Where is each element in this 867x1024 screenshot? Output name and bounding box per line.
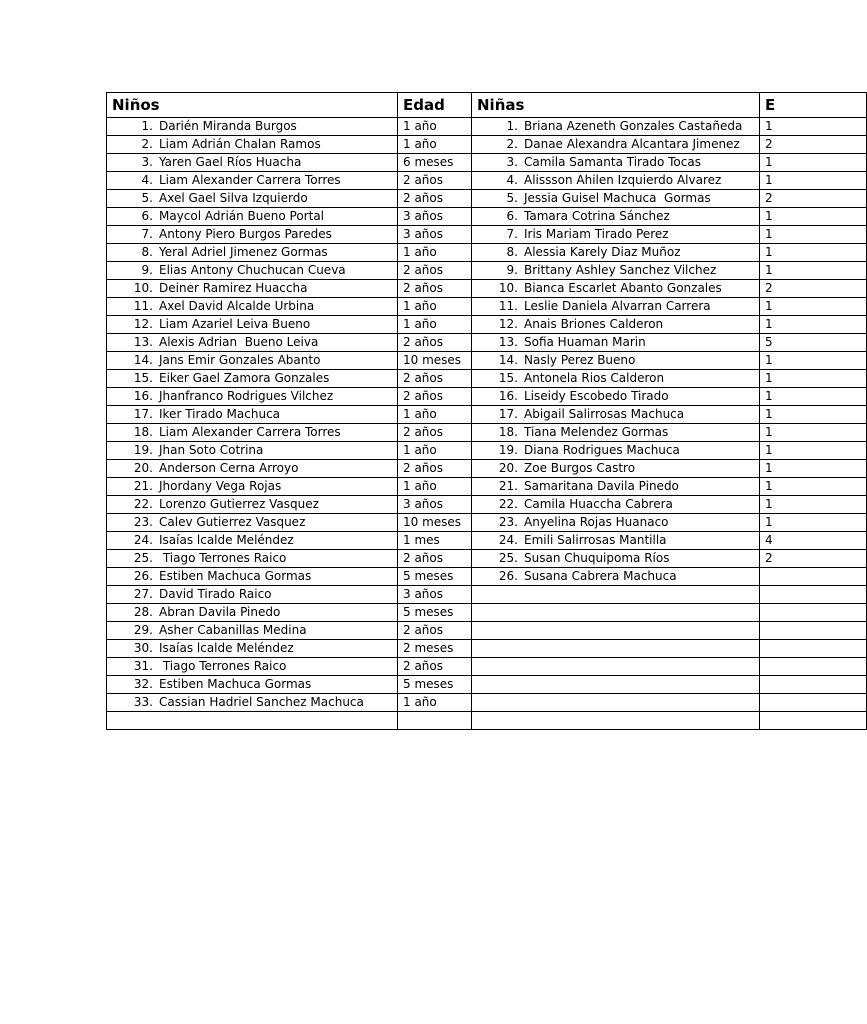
girls-list-number: 22. [498, 497, 518, 511]
girls-list-number: 5. [506, 191, 518, 205]
boys-list-number: 1. [141, 119, 153, 133]
boys-list-number: 29. [133, 623, 153, 637]
boys-name: David Tirado Raico [159, 587, 272, 601]
boys-list-number: 31. [133, 659, 153, 673]
boys-list-number: 25. [133, 551, 153, 565]
table-row [107, 568, 867, 586]
boys-name: Alexis Adrian Bueno Leiva [159, 335, 319, 349]
boys-age-cell: 6 meses [398, 154, 472, 172]
girls-age-cell: 1 [760, 208, 867, 226]
boys-name: Yeral Adriel Jimenez Gormas [159, 245, 328, 259]
boys-age-cell: 1 año [398, 442, 472, 460]
girls-name-cell [472, 190, 760, 208]
girls-age-cell [760, 676, 867, 694]
boys-list-number: 18. [133, 425, 153, 439]
boys-name-cell [107, 154, 398, 172]
boys-list-number: 2. [141, 137, 153, 151]
girls-name: Camila Samanta Tirado Tocas [524, 155, 701, 169]
boys-age-cell: 1 año [398, 298, 472, 316]
girls-name: Nasly Perez Bueno [524, 353, 636, 367]
girls-list-number: 15. [498, 371, 518, 385]
girls-list-number: 3. [506, 155, 518, 169]
table-row [107, 172, 867, 190]
boys-name-cell [107, 208, 398, 226]
boys-list-number: 15. [133, 371, 153, 385]
girls-list-number: 11. [498, 299, 518, 313]
boys-age-cell: 1 mes [398, 532, 472, 550]
girls-age-cell: 1 [760, 424, 867, 442]
boys-age-cell: 1 año [398, 244, 472, 262]
boys-name-cell [107, 442, 398, 460]
table-row [107, 298, 867, 316]
boys-name: Elias Antony Chuchucan Cueva [159, 263, 346, 277]
girls-name-cell [472, 136, 760, 154]
boys-list-number: 21. [133, 479, 153, 493]
boys-name: Estiben Machuca Gormas [159, 569, 312, 583]
girls-list-number: 20. [498, 461, 518, 475]
boys-name: Jans Emir Gonzales Abanto [159, 353, 321, 367]
boys-name: Calev Gutierrez Vasquez [159, 515, 306, 529]
header-row [107, 93, 867, 118]
girls-name: Abigail Salirrosas Machuca [524, 407, 685, 421]
boys-list-number: 9. [141, 263, 153, 277]
girls-name-cell [472, 460, 760, 478]
boys-age-cell: 1 año [398, 136, 472, 154]
girls-name: Danae Alexandra Alcantara Jimenez [524, 137, 740, 151]
boys-name-cell [107, 514, 398, 532]
girls-name: Antonela Rios Calderon [524, 371, 665, 385]
table-row [107, 658, 867, 676]
boys-name-cell [107, 586, 398, 604]
boys-name-cell [107, 262, 398, 280]
boys-name: Liam Alexander Carrera Torres [159, 425, 341, 439]
boys-list-number: 33. [133, 695, 153, 709]
table-row [107, 190, 867, 208]
boys-name-cell [107, 388, 398, 406]
boys-age-cell: 2 años [398, 388, 472, 406]
girls-age-cell: 2 [760, 136, 867, 154]
boys-name-cell [107, 298, 398, 316]
girls-name: Susana Cabrera Machuca [524, 569, 677, 583]
girls-name-cell [472, 388, 760, 406]
girls-list-number: 23. [498, 515, 518, 529]
girls-name-cell [472, 154, 760, 172]
girls-name-cell [472, 424, 760, 442]
boys-list-number: 16. [133, 389, 153, 403]
boys-name-cell [107, 676, 398, 694]
girls-name-cell [472, 676, 760, 694]
boys-name: Liam Azariel Leiva Bueno [159, 317, 311, 331]
table-row [107, 244, 867, 262]
girls-name: Anyelina Rojas Huanaco [524, 515, 669, 529]
table-row [107, 280, 867, 298]
table-row [107, 496, 867, 514]
boys-list-number: 22. [133, 497, 153, 511]
boys-age-cell: 5 meses [398, 568, 472, 586]
boys-name: Estiben Machuca Gormas [159, 677, 312, 691]
girls-name: Jessia Guisel Machuca Gormas [524, 191, 711, 205]
table-row [107, 154, 867, 172]
boys-name-cell [107, 352, 398, 370]
girls-list-number: 2. [506, 137, 518, 151]
girls-age-cell: 1 [760, 226, 867, 244]
boys-name: Deiner Ramirez Huaccha [159, 281, 308, 295]
girls-name-cell [472, 532, 760, 550]
boys-name-cell [107, 244, 398, 262]
boys-name-cell [107, 172, 398, 190]
girls-list-number: 18. [498, 425, 518, 439]
boys-name-cell [107, 280, 398, 298]
girls-age-cell: 2 [760, 190, 867, 208]
girls-age-cell: 1 [760, 370, 867, 388]
table-row [107, 514, 867, 532]
boys-list-number: 23. [133, 515, 153, 529]
boys-age-cell: 5 meses [398, 676, 472, 694]
boys-list-number: 17. [133, 407, 153, 421]
table-row [107, 532, 867, 550]
boys-list-number: 6. [141, 209, 153, 223]
girls-list-number: 25. [498, 551, 518, 565]
boys-name: Yaren Gael Ríos Huacha [159, 155, 302, 169]
girls-age-cell: 2 [760, 280, 867, 298]
girls-name: Briana Azeneth Gonzales Castañeda [524, 119, 743, 133]
girls-name-cell [472, 298, 760, 316]
girls-name: Tamara Cotrina Sánchez [524, 209, 670, 223]
girls-age-cell: 1 [760, 478, 867, 496]
table-row [107, 226, 867, 244]
boys-age-cell: 1 año [398, 478, 472, 496]
table-row [107, 424, 867, 442]
table-row [107, 406, 867, 424]
girls-name: Alessia Karely Diaz Muñoz [524, 245, 681, 259]
table-row [107, 694, 867, 712]
table-row [107, 388, 867, 406]
boys-header: Niños [107, 93, 398, 118]
boys-name-cell [107, 550, 398, 568]
boys-age-cell: 1 año [398, 316, 472, 334]
girls-age-cell: 1 [760, 172, 867, 190]
girls-name: Zoe Burgos Castro [524, 461, 636, 475]
boys-name-cell [107, 118, 398, 136]
girls-name: Diana Rodrigues Machuca [524, 443, 680, 457]
table-row [107, 370, 867, 388]
boys-age-header: Edad [398, 93, 472, 118]
girls-age-cell: 5 [760, 334, 867, 352]
girls-age-cell: 1 [760, 352, 867, 370]
boys-name: Axel David Alcalde Urbina [159, 299, 315, 313]
girls-name: Iris Mariam Tirado Perez [524, 227, 669, 241]
boys-age-cell: 2 años [398, 334, 472, 352]
girls-name-cell [472, 712, 760, 730]
boys-name: Asher Cabanillas Medina [159, 623, 307, 637]
boys-name-cell [107, 694, 398, 712]
girls-name-cell [472, 514, 760, 532]
girls-age-cell: 1 [760, 244, 867, 262]
boys-name: Maycol Adrián Bueno Portal [159, 209, 325, 223]
girls-name-cell [472, 208, 760, 226]
boys-age-cell: 2 años [398, 622, 472, 640]
girls-list-number: 10. [498, 281, 518, 295]
boys-name: Anderson Cerna Arroyo [159, 461, 299, 475]
girls-age-cell [760, 712, 867, 730]
boys-name-cell [107, 460, 398, 478]
boys-list-number: 26. [133, 569, 153, 583]
boys-age-cell: 2 años [398, 424, 472, 442]
table-row [107, 118, 867, 136]
girls-age-cell [760, 658, 867, 676]
girls-list-number: 12. [498, 317, 518, 331]
table-row [107, 208, 867, 226]
girls-name: Sofia Huaman Marin [524, 335, 646, 349]
girls-name-cell [472, 118, 760, 136]
table-row [107, 478, 867, 496]
girls-name: Anais Briones Calderon [524, 317, 664, 331]
girls-name: Susan Chuquipoma Ríos [524, 551, 670, 565]
boys-list-number: 3. [141, 155, 153, 169]
girls-name: Liseidy Escobedo Tirado [524, 389, 669, 403]
table-row [107, 262, 867, 280]
boys-name: Axel Gael Silva Izquierdo [159, 191, 308, 205]
girls-name-cell [472, 478, 760, 496]
boys-age-cell: 1 año [398, 118, 472, 136]
boys-list-number: 7. [141, 227, 153, 241]
boys-name: Isaías lcalde Meléndez [159, 533, 294, 547]
girls-list-number: 19. [498, 443, 518, 457]
girls-age-cell: 1 [760, 460, 867, 478]
girls-header: Niñas [472, 93, 760, 118]
boys-list-number: 8. [141, 245, 153, 259]
boys-name-cell [107, 424, 398, 442]
girls-name: Samaritana Davila Pinedo [524, 479, 679, 493]
table-row [107, 550, 867, 568]
girls-name-cell [472, 406, 760, 424]
boys-name-cell [107, 478, 398, 496]
boys-name-cell [107, 190, 398, 208]
girls-name-cell [472, 172, 760, 190]
boys-name: Jhordany Vega Rojas [159, 479, 282, 493]
girls-age-cell: 1 [760, 406, 867, 424]
boys-list-number: 13. [133, 335, 153, 349]
boys-name-cell [107, 568, 398, 586]
girls-name-cell [472, 280, 760, 298]
girls-name-cell [472, 226, 760, 244]
girls-age-cell: 1 [760, 262, 867, 280]
table-row [107, 136, 867, 154]
girls-name-cell [472, 694, 760, 712]
girls-name: Tiana Melendez Gormas [524, 425, 669, 439]
boys-list-number: 28. [133, 605, 153, 619]
boys-age-cell: 3 años [398, 496, 472, 514]
boys-list-number: 30. [133, 641, 153, 655]
boys-name: Jhanfranco Rodrigues Vilchez [159, 389, 334, 403]
boys-name-cell [107, 496, 398, 514]
boys-age-cell: 1 año [398, 406, 472, 424]
girls-name-cell [472, 640, 760, 658]
girls-age-cell [760, 640, 867, 658]
girls-list-number: 6. [506, 209, 518, 223]
girls-name: Alissson Ahilen Izquierdo Alvarez [524, 173, 722, 187]
boys-name-cell [107, 370, 398, 388]
boys-name: Jhan Soto Cotrina [159, 443, 264, 457]
boys-name-cell [107, 316, 398, 334]
girls-name: Leslie Daniela Alvarran Carrera [524, 299, 711, 313]
table-row [107, 460, 867, 478]
boys-name-cell [107, 604, 398, 622]
boys-age-cell: 2 años [398, 280, 472, 298]
girls-age-cell: 1 [760, 316, 867, 334]
girls-age-cell: 1 [760, 514, 867, 532]
boys-name: Liam Adrián Chalan Ramos [159, 137, 321, 151]
table-row [107, 586, 867, 604]
girls-name-cell [472, 316, 760, 334]
girls-name: Bianca Escarlet Abanto Gonzales [524, 281, 722, 295]
boys-name-cell [107, 226, 398, 244]
girls-name-cell [472, 586, 760, 604]
boys-name: Isaías lcalde Meléndez [159, 641, 294, 655]
girls-list-number: 21. [498, 479, 518, 493]
girls-list-number: 17. [498, 407, 518, 421]
boys-name-cell [107, 622, 398, 640]
girls-age-cell: 1 [760, 298, 867, 316]
girls-age-header: E [760, 93, 867, 118]
girls-list-number: 26. [498, 569, 518, 583]
boys-name: Tiago Terrones Raico [159, 551, 287, 565]
boys-name: Cassian Hadriel Sanchez Machuca [159, 695, 364, 709]
boys-name: Abran Davila Pinedo [159, 605, 281, 619]
boys-list-number: 24. [133, 533, 153, 547]
boys-name-cell [107, 406, 398, 424]
girls-age-cell [760, 622, 867, 640]
roster-body [107, 118, 867, 730]
girls-age-cell [760, 604, 867, 622]
boys-age-cell: 2 años [398, 190, 472, 208]
boys-age-cell: 10 meses [398, 352, 472, 370]
girls-list-number: 4. [506, 173, 518, 187]
boys-list-number: 32. [133, 677, 153, 691]
boys-list-number: 4. [141, 173, 153, 187]
girls-list-number: 13. [498, 335, 518, 349]
table-row [107, 676, 867, 694]
boys-age-cell: 2 años [398, 658, 472, 676]
girls-list-number: 1. [506, 119, 518, 133]
table-row [107, 442, 867, 460]
girls-name-cell [472, 262, 760, 280]
boys-age-cell: 2 años [398, 370, 472, 388]
girls-age-cell [760, 694, 867, 712]
table-row [107, 604, 867, 622]
boys-age-cell: 3 años [398, 226, 472, 244]
girls-list-number: 16. [498, 389, 518, 403]
boys-age-cell: 1 año [398, 694, 472, 712]
girls-age-cell: 1 [760, 496, 867, 514]
boys-age-cell: 2 meses [398, 640, 472, 658]
girls-name-cell [472, 442, 760, 460]
table-row [107, 712, 867, 730]
boys-name: Tiago Terrones Raico [159, 659, 287, 673]
boys-name-cell [107, 640, 398, 658]
boys-name: Eiker Gael Zamora Gonzales [159, 371, 330, 385]
boys-age-cell: 5 meses [398, 604, 472, 622]
girls-name-cell [472, 244, 760, 262]
boys-age-cell: 3 años [398, 586, 472, 604]
girls-name-cell [472, 658, 760, 676]
boys-name-cell [107, 712, 398, 730]
girls-age-cell: 2 [760, 550, 867, 568]
girls-name-cell [472, 622, 760, 640]
boys-age-cell: 3 años [398, 208, 472, 226]
boys-list-number: 19. [133, 443, 153, 457]
girls-name-cell [472, 550, 760, 568]
table-row [107, 334, 867, 352]
girls-name-cell [472, 352, 760, 370]
table-row [107, 352, 867, 370]
girls-age-cell: 1 [760, 154, 867, 172]
girls-age-cell [760, 586, 867, 604]
boys-name: Liam Alexander Carrera Torres [159, 173, 341, 187]
girls-age-cell: 1 [760, 442, 867, 460]
boys-name-cell [107, 532, 398, 550]
girls-name-cell [472, 604, 760, 622]
boys-age-cell: 2 años [398, 460, 472, 478]
boys-age-cell: 2 años [398, 172, 472, 190]
boys-list-number: 10. [133, 281, 153, 295]
girls-name: Emili Salirrosas Mantilla [524, 533, 667, 547]
boys-age-cell: 2 años [398, 550, 472, 568]
girls-name-cell [472, 568, 760, 586]
girls-age-cell: 1 [760, 118, 867, 136]
boys-name-cell [107, 334, 398, 352]
boys-list-number: 5. [141, 191, 153, 205]
boys-name: Lorenzo Gutierrez Vasquez [159, 497, 319, 511]
children-roster-table [106, 92, 867, 730]
girls-name-cell [472, 370, 760, 388]
girls-list-number: 8. [506, 245, 518, 259]
girls-list-number: 14. [498, 353, 518, 367]
boys-name: Antony Piero Burgos Paredes [159, 227, 332, 241]
girls-list-number: 9. [506, 263, 518, 277]
girls-list-number: 7. [506, 227, 518, 241]
girls-list-number: 24. [498, 533, 518, 547]
boys-age-cell: 10 meses [398, 514, 472, 532]
boys-name: Darién Miranda Burgos [159, 119, 297, 133]
table-row [107, 640, 867, 658]
girls-age-cell: 1 [760, 388, 867, 406]
boys-name-cell [107, 658, 398, 676]
girls-age-cell: 4 [760, 532, 867, 550]
girls-age-cell [760, 568, 867, 586]
girls-name-cell [472, 334, 760, 352]
girls-name: Brittany Ashley Sanchez Vilchez [524, 263, 717, 277]
boys-list-number: 20. [133, 461, 153, 475]
girls-name-cell [472, 496, 760, 514]
boys-list-number: 12. [133, 317, 153, 331]
boys-name: Iker Tirado Machuca [159, 407, 281, 421]
table-row [107, 316, 867, 334]
boys-list-number: 14. [133, 353, 153, 367]
boys-list-number: 27. [133, 587, 153, 601]
table-row [107, 622, 867, 640]
boys-name-cell [107, 136, 398, 154]
boys-age-cell: 2 años [398, 262, 472, 280]
boys-list-number: 11. [133, 299, 153, 313]
boys-age-cell [398, 712, 472, 730]
girls-name: Camila Huaccha Cabrera [524, 497, 673, 511]
